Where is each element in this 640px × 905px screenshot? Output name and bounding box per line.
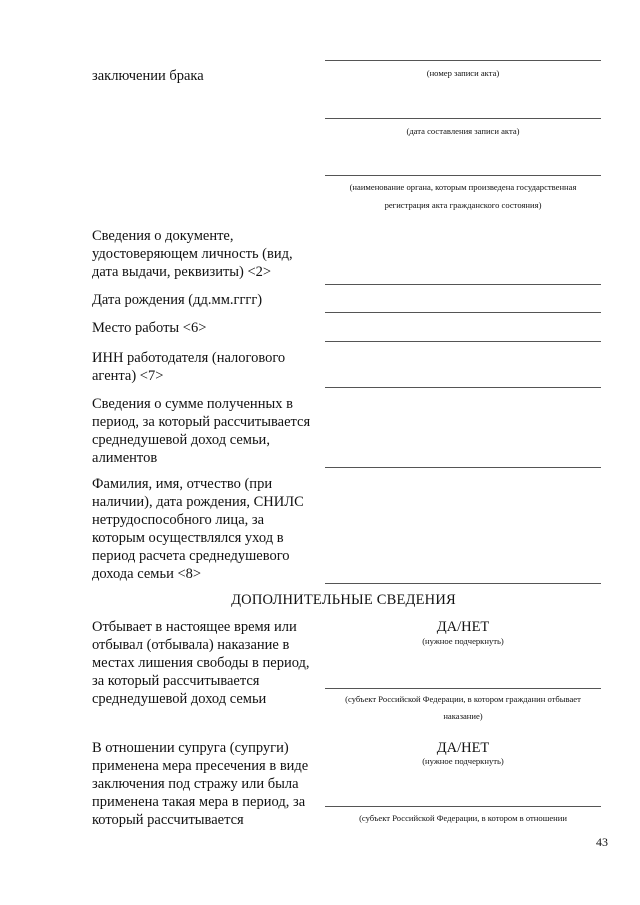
workplace-label: Место работы <6>: [92, 320, 207, 336]
birth-date-line: [325, 312, 601, 313]
q1-caption-line-1: (субъект Российской Федерации, в котором гражданин отбывает: [345, 694, 581, 704]
registrar-caption-line-2: регистрация акта гражданского состояния): [384, 200, 542, 210]
q1-yes-no-choice[interactable]: ДА/НЕТ: [436, 619, 490, 635]
q1-caption-line-2: наказание): [443, 711, 483, 721]
birth-date-label: Дата рождения (дд.мм.гггг): [92, 292, 263, 308]
page-number: 43: [596, 835, 608, 849]
record-number-line: [325, 60, 601, 61]
record-date-line: [325, 118, 601, 119]
additional-info-heading: ДОПОЛНИТЕЛЬНЫЕ СВЕДЕНИЯ: [231, 592, 456, 608]
q1-region-line: [325, 688, 601, 689]
identity-doc-line: [325, 284, 601, 285]
q2-answer-hint: (нужное подчеркнуть): [422, 756, 504, 766]
workplace-line: [325, 341, 601, 342]
registrar-caption-line-1: (наименование органа, которым произведена государственная: [349, 182, 577, 192]
record-date-caption: (дата составления записи акта): [406, 126, 520, 136]
income-info-line: [325, 467, 601, 468]
record-number-caption: (номер записи акта): [426, 68, 500, 78]
marriage-label: заключении брака: [92, 68, 204, 84]
q2-region-line: [325, 806, 601, 807]
employer-inn-line: [325, 387, 601, 388]
q2-caption: (субъект Российской Федерации, в котором в отношении: [359, 813, 567, 823]
q1-answer-hint: (нужное подчеркнуть): [422, 636, 504, 646]
q2-yes-no-choice[interactable]: ДА/НЕТ: [436, 740, 490, 756]
dependent-care-line: [325, 583, 601, 584]
registrar-line: [325, 175, 601, 176]
